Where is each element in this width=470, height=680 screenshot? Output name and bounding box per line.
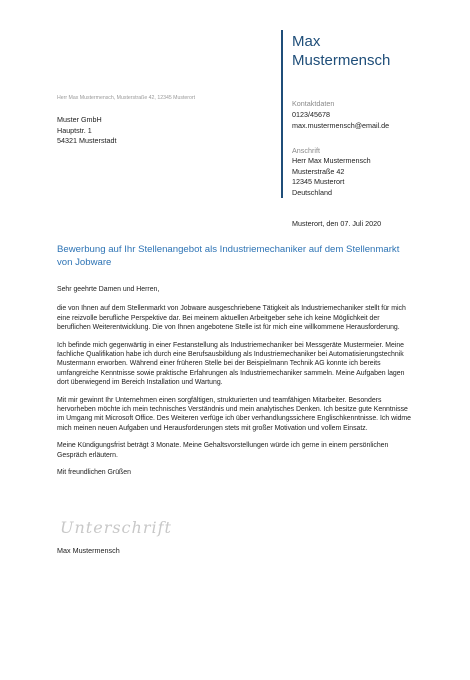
letter-body	[57, 285, 415, 478]
closing: Mit freundlichen Grüßen	[57, 469, 131, 477]
address-line: Deutschland	[292, 187, 332, 197]
subject-line: Bewerbung auf Ihr Stellenangebot als Industriemechaniker auf dem Stellenmarkt von Jobware	[57, 244, 400, 268]
sender-last-name: Mustermensch	[292, 52, 391, 69]
body-paragraph: die von Ihnen auf dem Stellenmarkt von Jobware ausgeschriebene Tätigkeit als Industriemechaniker stellt für mich eine reizvolle berufliche Perspektive dar. Bei meinem aktuellen Arbeitgeber sehe ich keine Möglichkeit der beruflichen Weiterentwicklung. Die von Ihnen angebotene Stelle ist für mich eine willkommene Herausforderung.	[57, 305, 406, 332]
body-paragraph: Mit mir gewinnt Ihr Unternehmen einen sorgfältigen, strukturierten und teamfähigen Mitarbeiter. Besonders hervorheben möchte ich mein technisches Verständnis und mein analytisches Denken. Ich besitze gute Kenntnisse im Umgang mit Microsoft Office. Des Weiteren verfüge ich über verhandlungssichere Englischkenntnisse. Ich widme mich meinen neuen Aufgaben und Herausforderungen stets mit großer Motivation und vollem Einsatz.	[57, 396, 412, 432]
sender-address	[292, 156, 371, 198]
email-address: max.mustermensch@email.de	[292, 120, 390, 130]
return-address-line: Herr Max Mustermensch, Musterstraße 42, 12345 Musterort	[57, 95, 196, 101]
sender-name	[292, 32, 390, 70]
address-line: Herr Max Mustermensch	[292, 156, 371, 165]
recipient-line: 54321 Musterstadt	[57, 136, 117, 145]
address-label: Anschrift	[292, 146, 320, 155]
body-paragraph: Ich befinde mich gegenwärtig in einer Festanstellung als Industriemechaniker bei Messgeräte Mustermeier. Meine fachliche Qualifikation habe ich durch eine Berufsausbildung als Industriemechaniker bei Automatisierungstechnik Mustermann erworben. Während einer früheren Stelle bei der Beispielmann Technik AG konnte ich bereits umfangreiche Kenntnisse sowie praktische Erfahrungen als Industriemechaniker sammeln. Meine Aufgaben lagen dort überwiegend im Bereich Installation und Wartung.	[57, 341, 405, 387]
body-paragraph: Meine Kündigungsfrist beträgt 3 Monate. Meine Gehaltsvorstellungen würde ich gerne in einem persönlichen Gespräch erläutern.	[57, 442, 389, 459]
header-divider-line	[281, 30, 283, 198]
salutation: Sehr geehrte Damen und Herren,	[57, 286, 160, 293]
address-line: 12345 Musterort	[292, 177, 345, 186]
phone-number: 0123/45678	[292, 110, 330, 119]
recipient-address	[57, 115, 117, 147]
address-line: Musterstraße 42	[292, 166, 345, 176]
sender-first-name: Max	[292, 33, 321, 50]
signer-name: Max Mustermensch	[57, 546, 120, 555]
letter-date: Musterort, den 07. Juli 2020	[292, 219, 382, 228]
contact-label: Kontaktdaten	[292, 99, 335, 108]
contact-details	[292, 110, 389, 131]
recipient-line: Hauptstr. 1	[57, 125, 92, 135]
recipient-line: Muster GmbH	[57, 115, 102, 124]
signature: Unterschrift	[60, 518, 172, 537]
